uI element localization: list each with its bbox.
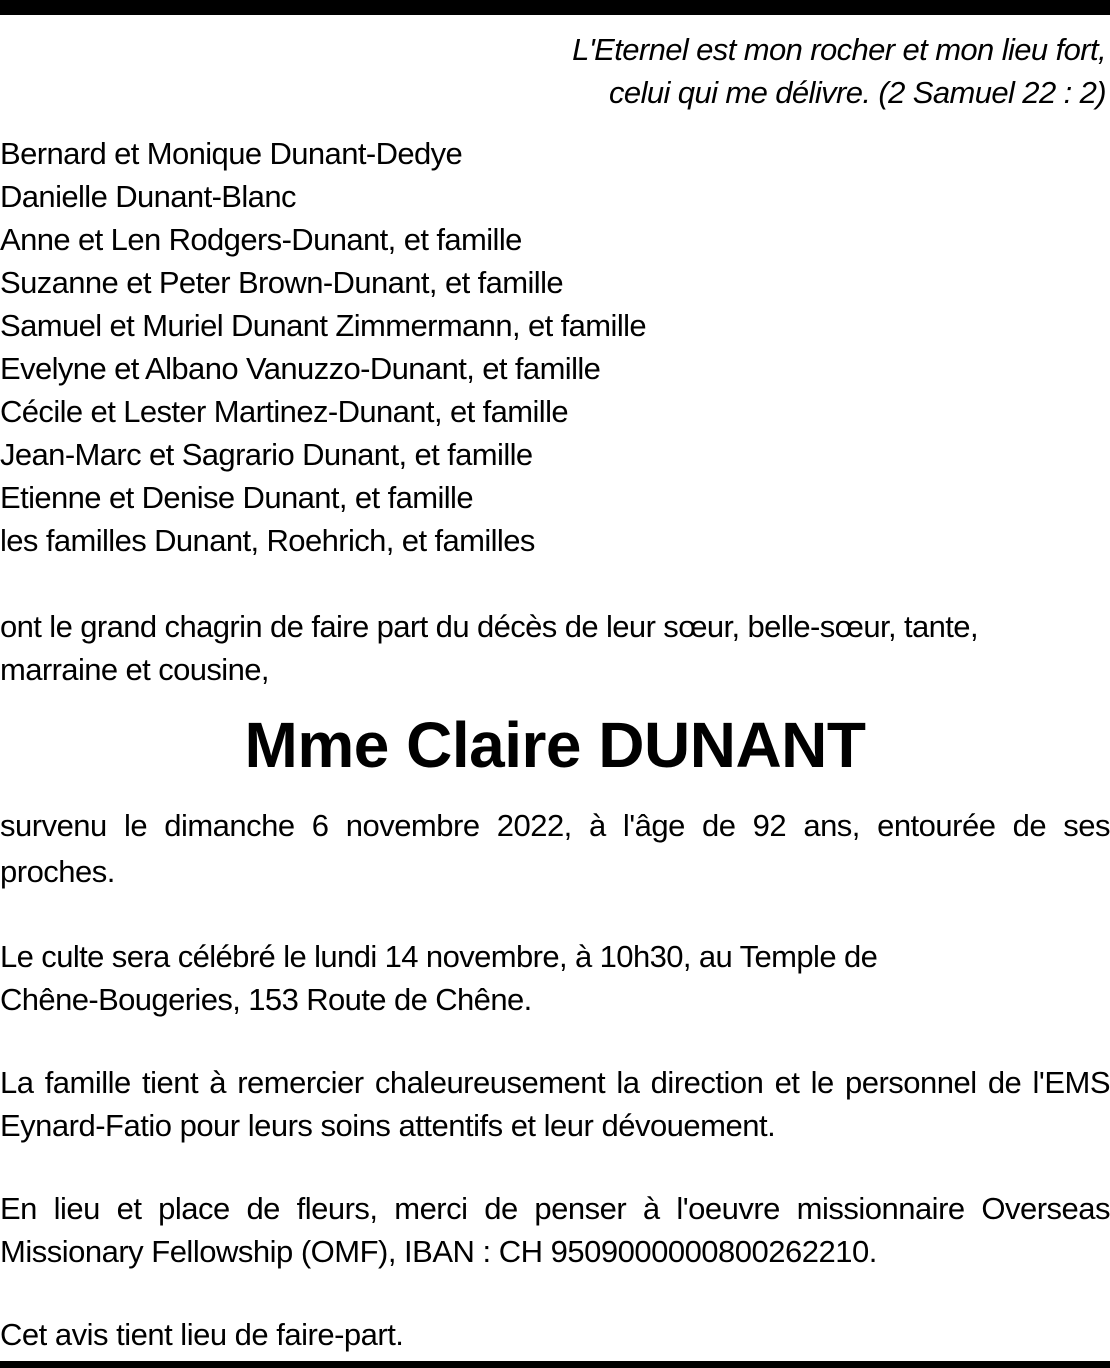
top-rule: [0, 0, 1110, 15]
closing-line: Cet avis tient lieu de faire-part.: [0, 1317, 404, 1352]
family-line: Anne et Len Rodgers-Dunant, et famille: [0, 222, 522, 257]
family-line: Etienne et Denise Dunant, et famille: [0, 480, 473, 515]
service-info: [0, 935, 1110, 1021]
verse-line-1: L'Eternel est mon rocher et mon lieu fort,: [572, 32, 1106, 67]
thanks-paragraph: La famille tient à remercier chaleureusement la direction et le personnel de l'EMS Eynard-Fatio pour leurs soins attentifs et leur dévouement.: [0, 1065, 1110, 1143]
family-line: les familles Dunant, Roehrich, et familles: [0, 523, 535, 558]
bible-verse: [0, 28, 1110, 114]
death-notice: survenu le dimanche 6 novembre 2022, à l'âge de 92 ans, entourée de ses proches.: [0, 808, 1110, 889]
deceased-name: Mme Claire DUNANT: [244, 709, 866, 781]
announcement: [0, 605, 1110, 691]
announcement-line-1: ont le grand chagrin de faire part du décès de leur sœur, belle-sœur, tante,: [0, 609, 978, 644]
family-line: Danielle Dunant-Blanc: [0, 179, 296, 214]
obituary-notice: [0, 28, 1110, 1356]
verse-line-2: celui qui me délivre. (2 Samuel 22 : 2): [609, 75, 1106, 110]
service-line-1: Le culte sera célébré le lundi 14 novembre, à 10h30, au Temple de: [0, 939, 878, 974]
family-line: Suzanne et Peter Brown-Dunant, et famille: [0, 265, 563, 300]
announcement-line-2: marraine et cousine,: [0, 652, 269, 687]
service-line-2: Chêne-Bougeries, 153 Route de Chêne.: [0, 982, 532, 1017]
family-line: Cécile et Lester Martinez-Dunant, et famille: [0, 394, 569, 429]
family-list: [0, 132, 1110, 562]
family-line: Evelyne et Albano Vanuzzo-Dunant, et famille: [0, 351, 601, 386]
family-line: Bernard et Monique Dunant-Dedye: [0, 136, 463, 171]
family-line: Samuel et Muriel Dunant Zimmermann, et famille: [0, 308, 647, 343]
bottom-rule: [0, 1361, 1110, 1368]
donation-paragraph: En lieu et place de fleurs, merci de penser à l'oeuvre missionnaire Overseas Missionary Fellowship (OMF), IBAN : CH 9509000000800262210.: [0, 1191, 1110, 1269]
family-line: Jean-Marc et Sagrario Dunant, et famille: [0, 437, 533, 472]
